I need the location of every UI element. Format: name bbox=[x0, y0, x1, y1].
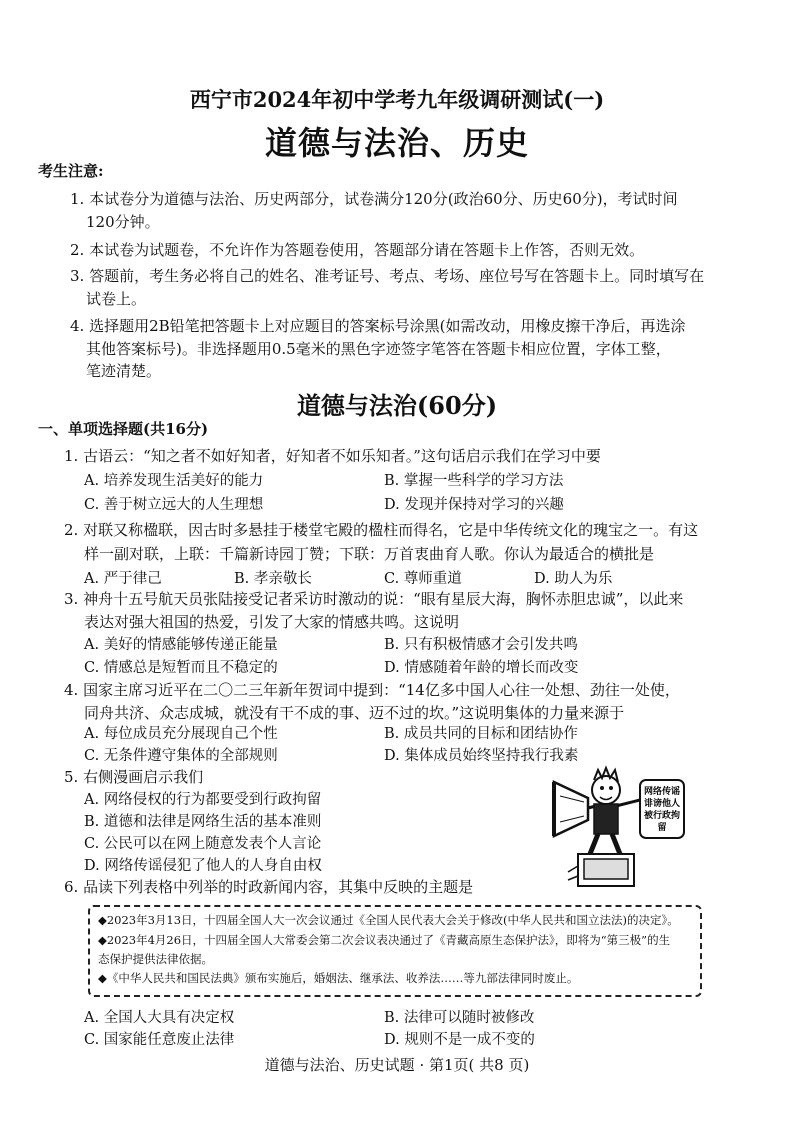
notice-line: 4. 选择题用2B铅笔把答题卡上对应题目的答案标号涂黑(如需改动，用橡皮擦干净后，再选涂 bbox=[70, 317, 686, 335]
option-c: C. 情感总是短暂而且不稳定的 bbox=[84, 660, 278, 676]
option-a: A. 培养发现生活美好的能力 bbox=[84, 473, 264, 489]
option-a: A. 网络侵权的行为都要受到行政拘留 bbox=[84, 792, 322, 808]
option-d: D. 助人为乐 bbox=[534, 571, 613, 587]
news-item: ◆2023年3月13日，十四届全国人大一次会议通过《全国人民代表大会关于修改(中华人民共和国立法法)的决定》。 bbox=[98, 913, 679, 927]
option-d: D. 发现并保持对学习的兴趣 bbox=[384, 497, 564, 513]
question-stem: 3. 神舟十五号航天员张陆接受记者采访时激动的说：“眼有星辰大海，胸怀赤胆忠诚”，以此来 bbox=[64, 590, 684, 608]
section-title: 道德与法治(60分) bbox=[296, 391, 498, 420]
cartoon-sign-text: 网络传谣 bbox=[643, 787, 681, 797]
news-item: ◆2023年4月26日，十四届全国人大常委会第二次会议表决通过了《青藏高原生态保护法》，即将为“第三极”的生 bbox=[98, 933, 671, 947]
option-b: B. 法律可以随时被修改 bbox=[384, 1010, 535, 1026]
option-c: C. 善于树立远大的人生理想 bbox=[84, 497, 264, 513]
option-b: B. 孝亲敬长 bbox=[234, 571, 312, 587]
option-d: D. 规则不是一成不变的 bbox=[384, 1032, 535, 1048]
option-b: B. 道德和法律是网络生活的基本准则 bbox=[84, 814, 322, 830]
cartoon-sign-text: 诽谤他人 bbox=[643, 799, 681, 809]
notice-line: 1. 本试卷分为道德与法治、历史两部分，试卷满分120分(政治60分、历史60分)，考试时间 bbox=[70, 190, 678, 208]
option-a: A. 美好的情感能够传递正能量 bbox=[84, 637, 278, 653]
option-c: C. 无条件遵守集体的全部规则 bbox=[84, 748, 278, 764]
option-c: C. 国家能任意废止法律 bbox=[84, 1032, 235, 1048]
notice-heading: 考生注意: bbox=[38, 162, 104, 180]
question-stem: 样一副对联，上联：千篇新诗园丁赞；下联：万首衷曲育人歌。你认为最适合的横批是 bbox=[84, 545, 655, 563]
question-stem: 同舟共济、众志成城，就没有干不成的事、迈不过的坎。”这说明集体的力量来源于 bbox=[84, 704, 625, 722]
part-heading: 一、单项选择题(共16分) bbox=[38, 420, 209, 438]
notice-line: 120分钟。 bbox=[86, 213, 160, 231]
page-footer: 道德与法治、历史试题 · 第1页( 共8 页) bbox=[264, 1056, 530, 1074]
option-d: D. 集体成员始终坚持我行我素 bbox=[384, 748, 579, 764]
option-a: A. 每位成员充分展现自己个性 bbox=[84, 726, 278, 742]
question-stem: 2. 对联又称楹联，因古时多悬挂于楼堂宅殿的楹柱而得名，它是中华传统文化的瑰宝之一。有这 bbox=[64, 521, 699, 539]
question-stem: 6. 品读下列表格中列举的时政新闻内容，其集中反映的主题是 bbox=[64, 878, 474, 896]
exam-subject-title: 道德与法治、历史 bbox=[264, 124, 529, 162]
notice-line: 笔迹清楚。 bbox=[86, 362, 162, 380]
cartoon-illustration bbox=[548, 762, 688, 890]
cartoon-sign-text: 留 bbox=[657, 823, 667, 833]
notice-line: 试卷上。 bbox=[86, 290, 147, 308]
option-a: A. 全国人大具有决定权 bbox=[84, 1010, 235, 1026]
notice-line: 其他答案标号)。非选择题用0.5毫米的黑色字迹签字笔答在答题卡相应位置，字体工整， bbox=[86, 340, 671, 358]
option-b: B. 成员共同的目标和团结协作 bbox=[384, 726, 578, 742]
question-stem: 5. 右侧漫画启示我们 bbox=[64, 768, 204, 786]
option-c: C. 公民可以在网上随意发表个人言论 bbox=[84, 836, 322, 852]
question-stem: 1. 古语云：“知之者不如好知者，好知者不如乐知者。”这句话启示我们在学习中要 bbox=[64, 447, 601, 465]
news-item: ◆《中华人民共和国民法典》颁布实施后，婚姻法、继承法、收养法……等九部法律同时废止。 bbox=[98, 971, 579, 985]
option-d: D. 情感随着年龄的增长而改变 bbox=[384, 660, 579, 676]
exam-title: 西宁市2024年初中学考九年级调研测试(一) bbox=[189, 87, 605, 112]
option-c: C. 尊师重道 bbox=[384, 571, 462, 587]
option-b: B. 只有积极情感才会引发共鸣 bbox=[384, 637, 578, 653]
question-stem: 表达对强大祖国的热爱，引发了大家的情感共鸣。这说明 bbox=[84, 613, 460, 631]
news-item: 态保护提供法律依据。 bbox=[98, 952, 213, 966]
option-d: D. 网络传谣侵犯了他人的人身自由权 bbox=[84, 858, 322, 874]
question-stem: 4. 国家主席习近平在二〇二三年新年贺词中提到：“14亿多中国人心往一处想、劲往一处使， bbox=[64, 681, 680, 699]
cartoon-sign-text: 被行政拘 bbox=[643, 811, 681, 821]
notice-line: 2. 本试卷为试题卷，不允许作为答题卷使用，答题部分请在答题卡上作答，否则无效。 bbox=[70, 241, 645, 259]
option-b: B. 掌握一些科学的学习方法 bbox=[384, 473, 564, 489]
notice-line: 3. 答题前，考生务必将自己的姓名、准考证号、考点、考场、座位号写在答题卡上。同时填写在 bbox=[70, 267, 705, 285]
option-a: A. 严于律己 bbox=[84, 571, 162, 587]
